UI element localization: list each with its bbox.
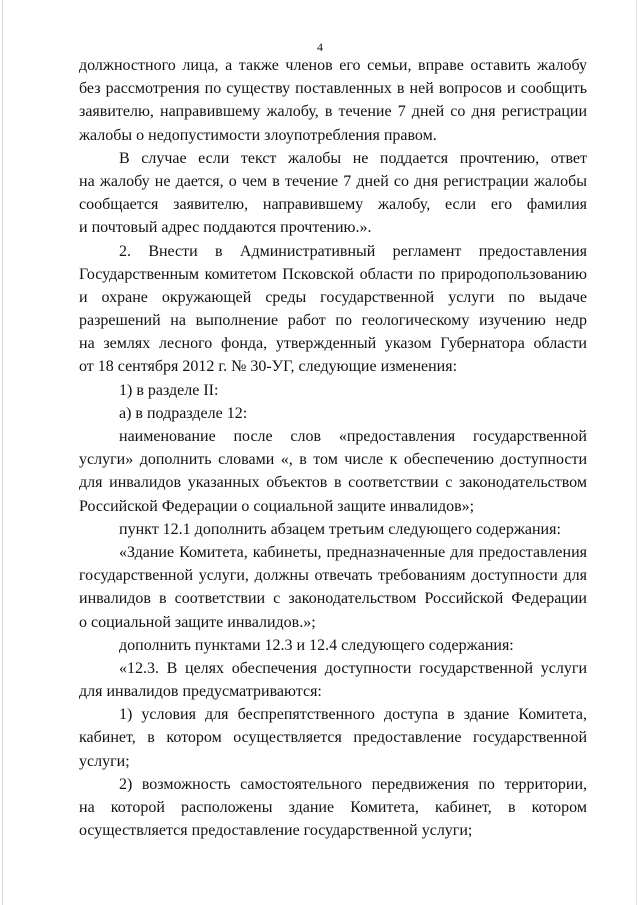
text-line: о социальной защите инвалидов.»; bbox=[79, 613, 316, 631]
text-line: 2. Внести в Административный регламент предоставления bbox=[119, 242, 587, 260]
page-left-edge bbox=[2, 0, 3, 905]
text-line: на жалобу не дается, о чем в течение 7 дней со дня регистрации жалобы bbox=[79, 172, 587, 190]
page-number: 4 bbox=[317, 40, 323, 54]
document-body bbox=[79, 54, 587, 842]
text-line: наименование после слов «предоставления государственной bbox=[119, 428, 587, 445]
text-line: услуги; bbox=[79, 752, 130, 770]
text-line: а) в подразделе 12: bbox=[119, 404, 248, 422]
text-line: должностного лица, а также членов его семьи, вправе оставить жалобу bbox=[79, 57, 587, 74]
text-line: осуществляется предоставление государственной услуги; bbox=[79, 822, 473, 840]
text-line: жалобы о недопустимости злоупотребления правом. bbox=[79, 126, 437, 144]
text-line: разрешений на выполнение работ по геологическому изучению недр bbox=[79, 312, 587, 330]
text-line: кабинет, в котором осуществляется предоставление государственной bbox=[79, 729, 587, 747]
text-line: «12.3. В целях обеспечения доступности государственной услуги bbox=[119, 659, 587, 677]
text-line: 1) в разделе II: bbox=[119, 381, 219, 399]
text-line: 1) условия для беспрепятственного доступа в здание Комитета, bbox=[119, 706, 587, 724]
text-line: Государственным комитетом Псковской области по природопользованию bbox=[79, 265, 587, 283]
text-line: государственной услуги, должны отвечать требованиям доступности для bbox=[79, 567, 587, 585]
text-line: пункт 12.1 дополнить абзацем третьим следующего содержания: bbox=[119, 520, 561, 538]
text-line: сообщается заявителю, направившему жалобу, если его фамилия bbox=[79, 196, 587, 214]
text-line: В случае если текст жалобы не поддается прочтению, ответ bbox=[119, 149, 587, 167]
text-line: услуги» дополнить словами «, в том числе к обеспечению доступности bbox=[79, 451, 587, 469]
text-line: «Здание Комитета, кабинеты, предназначенные для предоставления bbox=[119, 543, 587, 561]
text-line: от 18 сентября 2012 г. № 30-УГ, следующие изменения: bbox=[79, 358, 458, 376]
text-line: для инвалидов указанных объектов в соответствии с законодательством bbox=[79, 474, 587, 492]
text-line: и почтовый адрес поддаются прочтению.». bbox=[79, 219, 372, 237]
text-line: 2) возможность самостоятельного передвижения по территории, bbox=[119, 775, 587, 793]
text-line: дополнить пунктами 12.3 и 12.4 следующего содержания: bbox=[119, 636, 514, 654]
text-line: инвалидов в соответствии с законодательством Российской Федерации bbox=[79, 590, 587, 608]
text-line: на землях лесного фонда, утвержденный указом Губернатора области bbox=[79, 335, 587, 353]
text-line: Российской Федерации о социальной защите инвалидов»; bbox=[79, 497, 475, 515]
text-line: для инвалидов предусматриваются: bbox=[79, 683, 322, 701]
page-right-edge bbox=[636, 0, 637, 905]
text-line: без рассмотрения по существу поставленных в ней вопросов и сообщить bbox=[79, 80, 587, 98]
text-line: и охране окружающей среды государственной услуги по выдаче bbox=[79, 288, 587, 306]
text-line: заявителю, направившему жалобу, в течение 7 дней со дня регистрации bbox=[79, 103, 587, 121]
text-line: на которой расположены здание Комитета, кабинет, в котором bbox=[79, 799, 587, 816]
